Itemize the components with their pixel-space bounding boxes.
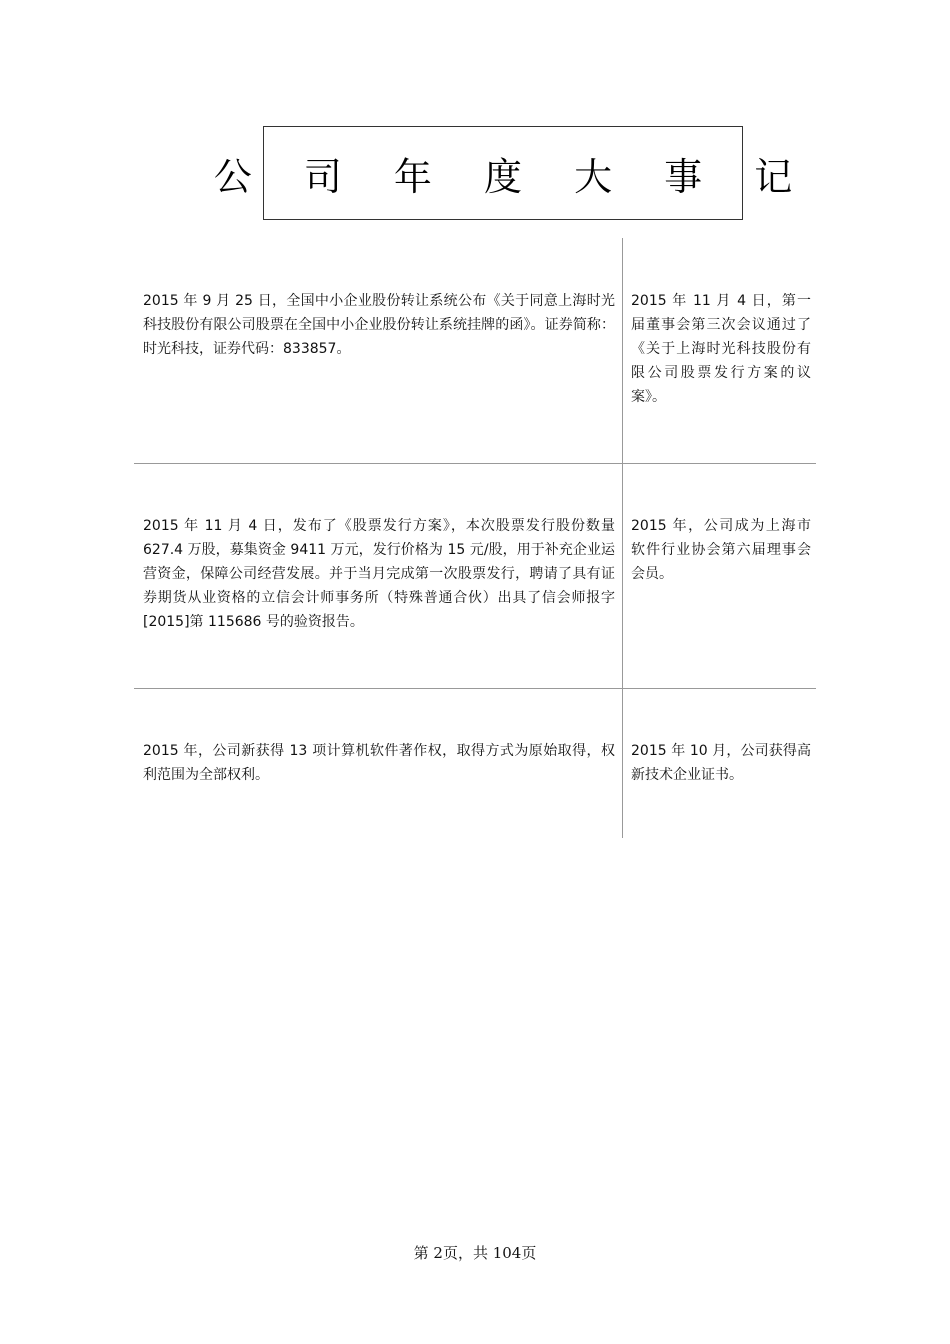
row-divider-2 — [134, 688, 816, 689]
row-divider-1 — [134, 463, 816, 464]
column-divider — [622, 238, 623, 838]
event-row3-right: 2015 年 10 月，公司获得高新技术企业证书。 — [631, 743, 811, 783]
event-row1-left: 2015 年 9 月 25 日，全国中小企业股份转让系统公布《关于同意上海时光科技股份有限公司股票在全国中小企业股份转让系统挂牌的函》。证券简称：时光科技，证券代码：833857。 — [143, 293, 615, 357]
event-row2-left: 2015 年 11 月 4 日，发布了《股票发行方案》，本次股票发行股份数量 627.4 万股，募集资金 9411 万元，发行价格为 15 元/股，用于补充企业运营资金，保障公司经营发展。并于当月完成第一次股票发行，聘请了具有证券期货从业资格的立信会计师事务所（特殊普通合伙）出具了信会师报字[2015]第 115686 号的验资报告。 — [143, 518, 615, 630]
event-row1-right: 2015 年 11 月 4 日，第一届董事会第三次会议通过了《关于上海时光科技股份有限公司股票发行方案的议案》。 — [631, 293, 811, 405]
title-box — [213, 126, 813, 220]
event-row2-right: 2015 年，公司成为上海市软件行业协会第六届理事会会员。 — [631, 518, 811, 582]
page-title: 公 司 年 度 大 事 记 — [213, 154, 813, 199]
event-row3-left: 2015 年，公司新获得 13 项计算机软件著作权，取得方式为原始取得，权利范围为全部权利。 — [143, 743, 615, 783]
page-footer: 第 2页，共 104页 — [413, 1244, 537, 1262]
